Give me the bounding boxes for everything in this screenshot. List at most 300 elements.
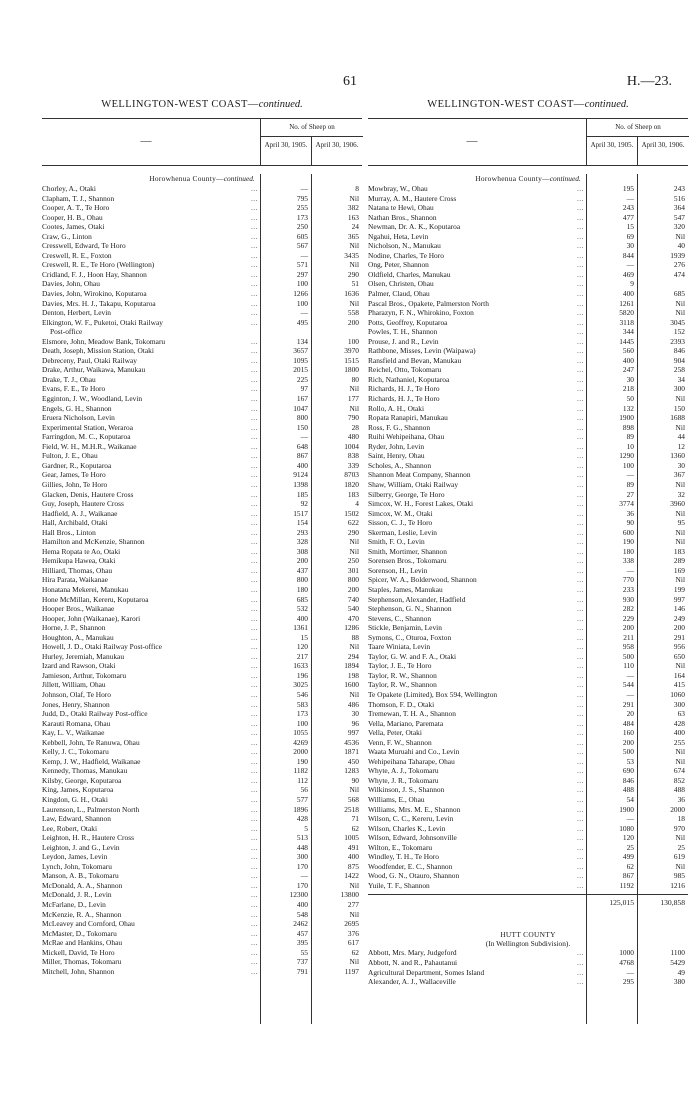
leader-dots: ...	[576, 842, 584, 852]
owner-name: Judd, D., Otaki Railway Post-office	[42, 709, 148, 719]
leader-dots: ...	[250, 441, 258, 451]
leader-dots: ...	[250, 928, 258, 938]
sheep-1905: 1445	[619, 336, 634, 346]
leader-dots: ...	[576, 852, 584, 862]
leader-dots: ...	[250, 518, 258, 528]
table-row	[368, 194, 688, 204]
owner-name: Denton, Herbert, Levin	[42, 308, 111, 318]
leader-dots: ...	[250, 365, 258, 375]
owner-name: Taylor, J. E., Te Horo	[368, 661, 432, 671]
sheep-1906: Nil	[349, 642, 359, 652]
sheep-1905: 1290	[619, 451, 634, 461]
sheep-1906: 3970	[344, 346, 359, 356]
sheep-1906: 289	[673, 556, 685, 566]
leader-dots: ...	[576, 470, 584, 480]
leader-dots: ...	[250, 422, 258, 432]
leader-dots: ...	[250, 212, 258, 222]
sheep-1905: 605	[296, 231, 308, 241]
table-row	[368, 308, 688, 318]
leader-dots: ...	[576, 747, 584, 757]
leader-dots: ...	[250, 890, 258, 900]
table-row	[42, 375, 362, 385]
table-row	[42, 900, 362, 910]
sheep-1906: 183	[673, 546, 685, 556]
owner-name: Ross, F. G., Shannon	[368, 422, 431, 432]
table-row	[368, 318, 688, 328]
table-row	[42, 413, 362, 423]
owner-name: Kebbell, John, Te Ranuwa, Ohau	[42, 737, 140, 747]
sheep-1906: 164	[673, 670, 685, 680]
owner-name: Kay, L. V., Waikanae	[42, 728, 105, 738]
sheep-1906: 80	[351, 374, 359, 384]
sheep-1905: 795	[296, 193, 308, 203]
owner-name: Hilliard, Thomas, Ohau	[42, 565, 113, 575]
table-row	[42, 356, 362, 366]
sheep-1906: Nil	[349, 957, 359, 967]
leader-dots: ...	[250, 594, 258, 604]
sheep-1906: 49	[677, 967, 685, 977]
sheep-1906: 400	[347, 852, 359, 862]
sheep-1906: 152	[673, 327, 685, 337]
table-row	[368, 652, 688, 662]
sheep-1906: 62	[351, 947, 359, 957]
header-year-1905: April 30, 1905.	[260, 137, 311, 165]
header-year-1906: April 30, 1906.	[311, 137, 362, 165]
leader-dots: ...	[250, 871, 258, 881]
sheep-1906: Nil	[349, 785, 359, 795]
sheep-1906: 474	[673, 269, 685, 279]
sheep-1905: 180	[296, 584, 308, 594]
sheep-1906: 1283	[344, 766, 359, 776]
table-row	[368, 299, 688, 309]
sheep-1906: 40	[677, 241, 685, 251]
sheep-1906: 1636	[344, 289, 359, 299]
leader-dots: ...	[250, 413, 258, 423]
sheep-1906: 150	[673, 403, 685, 413]
sheep-1906: Nil	[349, 260, 359, 270]
owner-name: Venn, F. W., Shannon	[368, 737, 432, 747]
leader-dots: ...	[576, 184, 584, 193]
table-row	[42, 556, 362, 566]
owner-name: Lynch, John, Tokomaru	[42, 861, 112, 871]
table-row	[42, 661, 362, 671]
table-row	[368, 547, 688, 557]
sheep-1906: Nil	[675, 508, 685, 518]
owner-name: Taylor, R. W., Shannon	[368, 670, 437, 680]
owner-name: Horne, J. P., Shannon	[42, 623, 106, 633]
leader-dots: ...	[250, 833, 258, 843]
table-row	[42, 585, 362, 595]
leader-dots: ...	[250, 575, 258, 585]
owner-name: Ruihi Wehipeihana, Ohau	[368, 432, 445, 442]
table-row	[42, 785, 362, 795]
sheep-1905: —	[626, 260, 634, 270]
sheep-1905: 500	[622, 747, 634, 757]
leader-dots: ...	[250, 384, 258, 394]
sheep-1905: —	[300, 308, 308, 318]
sheep-1905: 544	[622, 680, 634, 690]
sheep-1905: 185	[296, 489, 308, 499]
sheep-1906: Nil	[675, 527, 685, 537]
sheep-1905: —	[626, 689, 634, 699]
right-table-header	[368, 118, 688, 166]
owner-name: Taylor, R. W., Shannon	[368, 680, 437, 690]
leader-dots: ...	[250, 231, 258, 241]
table-row	[42, 232, 362, 242]
leader-dots: ...	[576, 709, 584, 719]
owner-name: Drake, T. J., Ohau	[42, 374, 96, 384]
sheep-1906: 277	[347, 900, 359, 910]
sheep-1905: 532	[296, 604, 308, 614]
owner-name: McMaster, D., Tokomaru	[42, 928, 117, 938]
table-row	[368, 404, 688, 414]
owner-name: Palmer, Claud, Ohau	[368, 289, 430, 299]
owner-name: Sorenson, H., Levin	[368, 565, 428, 575]
owner-name: Hema Ropata te Ao, Otaki	[42, 546, 121, 556]
owner-name: Vella, Mariano, Paremata	[368, 718, 444, 728]
owner-name: Wilton, E., Tokomaru	[368, 842, 433, 852]
sheep-1905: 577	[296, 795, 308, 804]
sheep-1906: 100	[347, 336, 359, 346]
leader-dots: ...	[576, 699, 584, 709]
table-row	[368, 852, 688, 862]
table-row	[42, 919, 362, 929]
table-row	[42, 394, 362, 404]
sheep-1905: 546	[296, 689, 308, 699]
sheep-1906: Nil	[675, 231, 685, 241]
sheep-1905: 211	[623, 632, 634, 642]
table-row	[42, 757, 362, 767]
owner-name: Post-office	[50, 327, 83, 337]
leader-dots: ...	[576, 958, 584, 968]
table-row	[368, 203, 688, 213]
sheep-1905: 560	[622, 346, 634, 356]
sheep-1906: Nil	[675, 298, 685, 308]
total-1905: 125,015	[609, 898, 634, 908]
owner-name: Fulton, J. E., Ohau	[42, 451, 98, 461]
sheep-1905: 737	[296, 957, 308, 967]
table-row	[42, 728, 362, 738]
sheep-1905: 3657	[293, 346, 308, 356]
sheep-1905: 54	[626, 795, 634, 804]
title-text: WELLINGTON-WEST COAST—	[427, 99, 585, 110]
sheep-1905: 567	[296, 241, 308, 251]
table-row	[42, 890, 362, 900]
table-row	[42, 566, 362, 576]
sheep-1906: 198	[347, 670, 359, 680]
sheep-1906: 2518	[344, 804, 359, 814]
owner-name: Shaw, William, Otaki Railway	[368, 479, 459, 489]
sheep-1906: 1600	[344, 680, 359, 690]
sheep-1906: 838	[347, 451, 359, 461]
sheep-1905: 9124	[293, 470, 308, 480]
table-row	[42, 499, 362, 509]
leader-dots: ...	[250, 651, 258, 661]
table-row	[368, 365, 688, 375]
table-row	[368, 776, 688, 786]
leader-dots: ...	[576, 365, 584, 375]
owner-name: Shannon Meat Company, Shannon	[368, 470, 471, 480]
leader-dots: ...	[250, 546, 258, 556]
leader-dots: ...	[576, 718, 584, 728]
table-row	[368, 556, 688, 566]
leader-dots: ...	[576, 775, 584, 785]
table-row	[368, 241, 688, 251]
table-row	[368, 968, 688, 978]
leader-dots: ...	[576, 250, 584, 260]
owner-name: Leighton, J. and G., Levin	[42, 842, 120, 852]
table-row	[368, 709, 688, 719]
table-row	[42, 652, 362, 662]
sheep-1906: 169	[673, 565, 685, 575]
table-row	[42, 862, 362, 872]
owner-name: Ransfield and Bevan, Manukau	[368, 355, 462, 365]
sheep-1905: 25	[626, 842, 634, 852]
sheep-1905: 690	[622, 766, 634, 776]
sheep-1905: 229	[622, 613, 634, 623]
table-row	[368, 289, 688, 299]
left-column-title	[42, 98, 362, 118]
owner-name: Whyte, J. R., Tokomaru	[368, 775, 439, 785]
owner-name: McLeavey and Cornford, Ohau	[42, 919, 135, 929]
leader-dots: ...	[576, 317, 584, 327]
owner-name: Abbott, Mrs. Mary, Judgeford	[368, 948, 457, 958]
owner-name: Pascal Bros., Opakete, Palmerston North	[368, 298, 489, 308]
header-dash: —	[466, 135, 478, 147]
left-table-header	[42, 118, 362, 166]
sheep-1905: 484	[622, 718, 634, 728]
table-row	[42, 595, 362, 605]
sheep-1905: 69	[626, 231, 634, 241]
owner-name: Lee, Robert, Otaki	[42, 823, 98, 833]
table-row	[368, 633, 688, 643]
owner-name: Howell, J. D., Otaki Railway Post-office	[42, 642, 162, 652]
sheep-1906: 516	[673, 193, 685, 203]
leader-dots: ...	[576, 651, 584, 661]
sheep-1906: 1060	[670, 689, 685, 699]
sheep-1905: 160	[622, 728, 634, 738]
sheep-1905: 400	[296, 900, 308, 910]
sheep-1905: 100	[296, 718, 308, 728]
title-continued: continued.	[258, 99, 303, 110]
county-continued: continued.	[223, 174, 255, 183]
table-row	[368, 977, 688, 987]
owner-name: Kingdon, G. H., Otaki	[42, 795, 108, 804]
leader-dots: ...	[250, 489, 258, 499]
owner-name: Creswell, R. E., Foxton	[42, 250, 112, 260]
owner-name: Agricultural Department, Somes Island	[368, 967, 485, 977]
table-row	[42, 738, 362, 748]
leader-dots: ...	[250, 957, 258, 967]
sheep-1906: Nil	[349, 384, 359, 394]
leader-dots: ...	[250, 279, 258, 289]
owner-name: Hall Bros., Linton	[42, 527, 96, 537]
table-row	[368, 279, 688, 289]
sheep-1905: 62	[626, 861, 634, 871]
sheep-1906: 300	[673, 699, 685, 709]
leader-dots: ...	[250, 947, 258, 957]
sheep-1905: 200	[622, 623, 634, 633]
sheep-1905: 1896	[293, 804, 308, 814]
table-row	[42, 824, 362, 834]
sheep-1906: Nil	[349, 909, 359, 919]
table-row	[42, 384, 362, 394]
sheep-1906: 163	[347, 212, 359, 222]
sheep-1905: 958	[622, 642, 634, 652]
sheep-1906: 1515	[344, 355, 359, 365]
right-column	[368, 98, 688, 987]
table-row	[368, 384, 688, 394]
leader-dots: ...	[576, 231, 584, 241]
table-row	[42, 709, 362, 719]
leader-dots: ...	[576, 967, 584, 977]
sheep-1905: 583	[296, 699, 308, 709]
leader-dots: ...	[250, 880, 258, 890]
owner-name: McDonald, J. R., Levin	[42, 890, 112, 900]
sheep-1906: 200	[347, 317, 359, 327]
sheep-1905: 12300	[289, 890, 308, 900]
owner-name: Jones, Henry, Shannon	[42, 699, 110, 709]
owner-name: Nodine, Charles, Te Horo	[368, 250, 444, 260]
sheep-1906: 2000	[670, 804, 685, 814]
table-row	[42, 537, 362, 547]
leader-dots: ...	[250, 775, 258, 785]
sheep-1906: 985	[673, 871, 685, 881]
table-row	[368, 528, 688, 538]
owner-name: Cooper, H. B., Ohau	[42, 212, 103, 222]
owner-name: Smith, Mortimer, Shannon	[368, 546, 447, 556]
sheep-1905: 112	[297, 775, 308, 785]
leader-dots: ...	[250, 432, 258, 442]
table-row	[368, 423, 688, 433]
table-row	[368, 213, 688, 223]
sheep-1906: 997	[673, 594, 685, 604]
owner-name: Drake, Arthur, Waikawa, Manukau	[42, 365, 146, 375]
owner-name: Smith, F. O., Levin	[368, 537, 425, 547]
table-row	[42, 461, 362, 471]
owner-name: Izard and Rawson, Otaki	[42, 661, 116, 671]
leader-dots: ...	[576, 977, 584, 987]
owner-name: Wood, G. N., Otauro, Shannon	[368, 871, 460, 881]
leader-dots: ...	[576, 384, 584, 394]
sheep-1906: 96	[351, 718, 359, 728]
owner-name: Creswell, R. E., Te Horo (Wellington)	[42, 260, 155, 270]
owner-name: Egginton, J. W., Woodland, Levin	[42, 394, 143, 404]
sheep-1905: 56	[300, 785, 308, 795]
owner-name: Ryder, John, Levin	[368, 441, 425, 451]
owner-name: Waata Muruahi and Co., Levin	[368, 747, 460, 757]
table-row	[42, 480, 362, 490]
leader-dots: ...	[250, 689, 258, 699]
owner-name: Elkington, W. F., Puketoi, Otaki Railway	[42, 317, 163, 327]
owner-name: Ngahui, Heta, Levin	[368, 231, 429, 241]
table-row	[368, 757, 688, 767]
leader-dots: ...	[250, 795, 258, 804]
page-number: 61	[343, 74, 357, 89]
table-row	[368, 375, 688, 385]
sheep-1905: 255	[296, 203, 308, 213]
header-sheep: No. of Sheep on	[260, 119, 363, 137]
sheep-1906: 146	[673, 604, 685, 614]
leader-dots: ...	[576, 403, 584, 413]
table-row	[368, 805, 688, 815]
sheep-1905: 844	[622, 250, 634, 260]
sheep-1906: 428	[673, 718, 685, 728]
sheep-1906: 1216	[670, 880, 685, 890]
leader-dots: ...	[576, 212, 584, 222]
sheep-1906: 28	[351, 422, 359, 432]
right-column-title	[368, 98, 688, 118]
sheep-1906: 622	[347, 518, 359, 528]
leader-dots: ...	[576, 298, 584, 308]
leader-dots: ...	[576, 451, 584, 461]
sheep-1906: 71	[351, 814, 359, 824]
sheep-1905: 513	[296, 833, 308, 843]
leader-dots: ...	[250, 269, 258, 279]
sheep-1906: 3435	[344, 250, 359, 260]
leader-dots: ...	[250, 680, 258, 690]
sheep-1905: —	[300, 184, 308, 193]
leader-dots: ...	[576, 661, 584, 671]
table-row	[42, 690, 362, 700]
owner-name: Ropata Ranapiri, Manukau	[368, 413, 448, 423]
owner-name: Silberry, George, Te Horo	[368, 489, 445, 499]
leader-dots: ...	[576, 823, 584, 833]
sheep-1906: 619	[673, 852, 685, 862]
hutt-county-subheading: (In Wellington Subdivision).	[485, 939, 571, 949]
leader-dots: ...	[576, 642, 584, 652]
sheep-1906: 852	[673, 775, 685, 785]
owner-name: Sisson, C. J., Te Horo	[368, 518, 433, 528]
sheep-1905: 1361	[293, 623, 308, 633]
leader-dots: ...	[250, 584, 258, 594]
leader-dots: ...	[576, 222, 584, 232]
owner-name: Laurenson, L., Palmerston North	[42, 804, 140, 814]
table-row	[42, 289, 362, 299]
sheep-1905: 1055	[293, 728, 308, 738]
owner-name: Taare Winiata, Levin	[368, 642, 431, 652]
sheep-1906: 488	[673, 785, 685, 795]
table-row	[42, 470, 362, 480]
owner-name: Taylor, G. W. and F. A., Otaki	[368, 651, 457, 661]
sheep-1905: 4269	[293, 737, 308, 747]
owner-name: Debreceny, Paul, Otaki Railway	[42, 355, 137, 365]
table-row	[42, 852, 362, 862]
owner-name: Elsmore, John, Meadow Bank, Tokomaru	[42, 336, 166, 346]
sheep-1906: 970	[673, 823, 685, 833]
leader-dots: ...	[250, 355, 258, 365]
sheep-1905: 233	[622, 584, 634, 594]
owner-name: Williams, Mrs. M. E., Shannon	[368, 804, 461, 814]
owner-name: Wilson, C. C., Kereru, Levin	[368, 814, 454, 824]
sheep-1906: 904	[673, 355, 685, 365]
sheep-1905: 469	[622, 269, 634, 279]
owner-name: Woodfender, E. C., Shannon	[368, 861, 453, 871]
leader-dots: ...	[250, 241, 258, 251]
table-row	[42, 270, 362, 280]
owner-name: Nathan Bros., Shannon	[368, 212, 437, 222]
sheep-1906: 24	[351, 222, 359, 232]
leader-dots: ...	[250, 556, 258, 566]
table-row	[368, 356, 688, 366]
sheep-1906: 1502	[344, 508, 359, 518]
sheep-1906: Nil	[675, 747, 685, 757]
leader-dots: ...	[250, 632, 258, 642]
leader-dots: ...	[250, 317, 258, 327]
leader-dots: ...	[250, 861, 258, 871]
sheep-1906: 36	[677, 795, 685, 804]
sheep-1905: 500	[622, 651, 634, 661]
